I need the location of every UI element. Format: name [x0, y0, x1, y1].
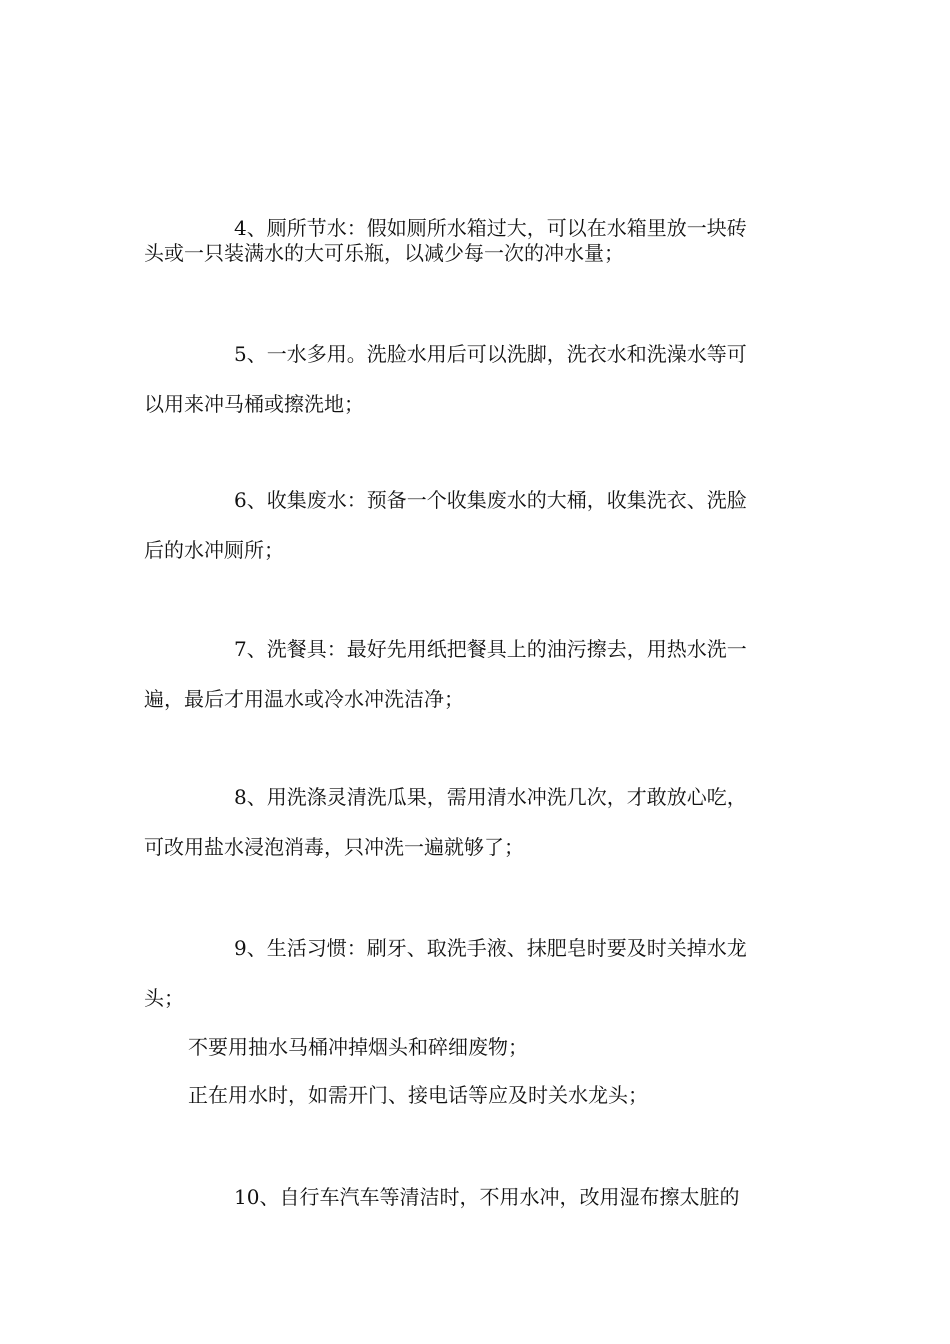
item-6-line-1: 6、收集废水：预备一个收集废水的大桶，收集洗衣、洗脸	[234, 488, 747, 512]
item-10-line-1: 10、自行车汽车等清洁时，不用水冲，改用湿布擦太脏的	[234, 1185, 740, 1209]
item-6-line-2: 后的水冲厕所；	[144, 538, 284, 562]
item-7-line-2: 遍，最后才用温水或冷水冲洗洁净；	[144, 687, 464, 711]
item-8-line-1: 8、用洗涤灵清洗瓜果，需用清水冲洗几次，才敢放心吃，	[234, 785, 747, 809]
item-8-line-2: 可改用盐水浸泡消毒，只冲洗一遍就够了；	[144, 835, 524, 859]
item-5-line-2: 以用来冲马桶或擦洗地；	[144, 392, 364, 416]
item-5-line-1: 5、一水多用。洗脸水用后可以洗脚，洗衣水和洗澡水等可	[234, 342, 747, 366]
item-4-line-1: 4、厕所节水：假如厕所水箱过大，可以在水箱里放一块砖	[234, 216, 747, 240]
item-9-line-1: 9、生活习惯：刷牙、取洗手液、抹肥皂时要及时关掉水龙	[234, 936, 747, 960]
item-9-sub-line-1: 不要用抽水马桶冲掉烟头和碎细废物；	[188, 1035, 528, 1059]
item-4-line-2: 头或一只装满水的大可乐瓶，以减少每一次的冲水量；	[144, 241, 624, 265]
item-9-sub-line-2: 正在用水时，如需开门、接电话等应及时关水龙头；	[188, 1083, 648, 1107]
item-7-line-1: 7、洗餐具：最好先用纸把餐具上的油污擦去，用热水洗一	[234, 637, 747, 661]
item-9-line-2: 头；	[144, 986, 184, 1010]
